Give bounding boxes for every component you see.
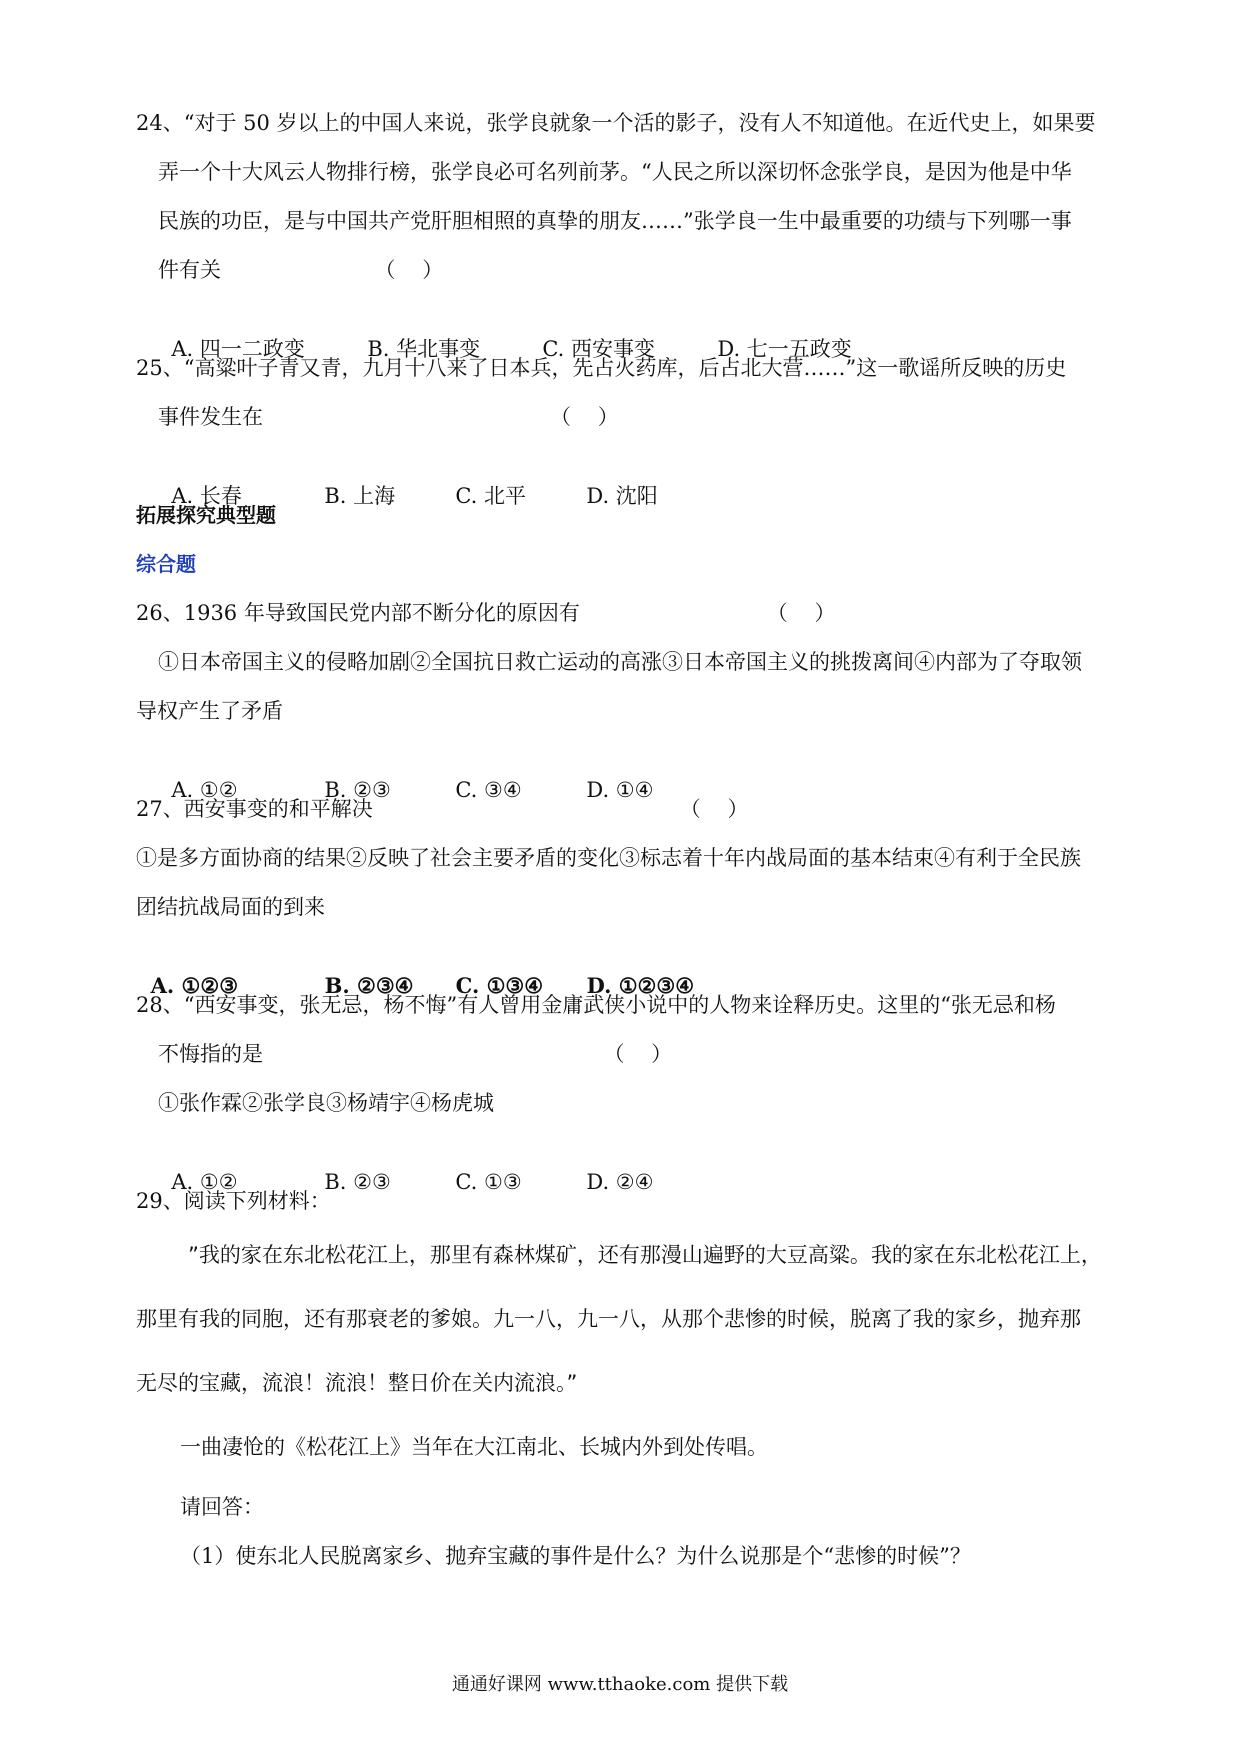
q29-line-1: 29、阅读下列材料： [136,1189,331,1213]
q27-option-d: D. ①②③④ [586,973,695,998]
q27-line-3: 团结抗战局面的到来 [136,895,325,919]
q27-line-2: ①是多方面协商的结果②反映了社会主要矛盾的变化③标志着十年内战局面的基本结束④有利于全民族 [136,846,1081,870]
q24-line-1: 24、“对于 50 岁以上的中国人来说，张学良就象一个活的影子，没有人不知道他。在近代史上，如果要 [136,111,1096,135]
q28-option-a: A. ①② [171,1170,238,1194]
q26-option-d: D. ①④ [586,778,654,802]
q27-option-a: A. ①②③ [150,973,239,998]
q28-line-2: 不悔指的是 （ ） [158,1042,673,1066]
q25-line-2: 事件发生在 （ ） [158,405,619,429]
q24-option-d: D. 七一五政变 [717,337,852,361]
q25-option-b: B. 上海 [324,484,396,508]
q29-material-line-2: 那里有我的同胞，还有那衰老的爹娘。九一八，九一八，从那个悲惨的时候，脱离了我的家乡，抛弃那 [136,1307,1081,1331]
q29-subquestion-1: （1）使东北人民脱离家乡、抛弃宝藏的事件是什么？为什么说那是个“悲惨的时候”？ [180,1544,971,1568]
q29-material-line-4: 一曲凄怆的《松花江上》当年在大江南北、长城内外到处传唱。 [180,1435,768,1459]
q28-line-1: 28、“西安事变，张无忌，杨不悔”有人曾用金庸武侠小说中的人物来诠释历史。这里的“张无忌和杨 [136,993,1056,1017]
q25-option-c: C. 北平 [455,484,527,508]
q29-material-line-3: 无尽的宝藏，流浪！流浪！整日价在关内流浪。” [136,1371,578,1395]
q24-option-a: A. 四一二政变 [171,337,305,361]
subsection-title: 综合题 [136,552,196,576]
q25-option-d: D. 沈阳 [586,484,658,508]
q28-option-d: D. ②④ [586,1170,654,1194]
q27-option-b: B. ②③④ [324,973,414,998]
section-title: 拓展探究典型题 [136,503,276,527]
q26-option-a: A. ①② [171,778,238,802]
q27-line-1: 27、西安事变的和平解决 （ ） [136,797,749,821]
q24-line-3: 民族的功臣，是与中国共产党肝胆相照的真挚的朋友……”张学良一生中最重要的功绩与下列哪一事 [158,209,1072,233]
q24-option-b: B. 华北事变 [367,337,481,361]
q26-option-c: C. ③④ [455,778,522,802]
q25-option-a: A. 长春 [171,484,242,508]
q26-line-2: ①日本帝国主义的侵略加剧②全国抗日救亡运动的高涨③日本帝国主义的挑拨离间④内部为了夺取领 [158,650,1082,674]
q28-option-c: C. ①③ [455,1170,522,1194]
q28-option-b: B. ②③ [324,1170,391,1194]
q24-option-c: C. 西安事变 [542,337,656,361]
q26-line-3: 导权产生了矛盾 [136,699,283,723]
q29-prompt: 请回答： [180,1495,264,1519]
q24-line-4: 件有关 （ ） [158,258,444,282]
q27-option-c: C. ①③④ [455,973,544,998]
q29-material-line-1: ”我的家在东北松花江上，那里有森林煤矿，还有那漫山遍野的大豆高粱。我的家在东北松花江上， [188,1243,1102,1267]
q26-line-1: 26、1936 年导致国民党内部不断分化的原因有 （ ） [136,601,836,625]
q26-option-b: B. ②③ [324,778,391,802]
q24-line-2: 弄一个十大风云人物排行榜，张学良必可名列前茅。“人民之所以深切怀念张学良，是因为他是中华 [158,160,1072,184]
q25-line-1: 25、“高粱叶子青又青，九月十八来了日本兵，先占火药库，后占北大营……”这一歌谣所反映的历史 [136,356,1067,380]
footer-credit: 通通好课网 www.tthaoke.com 提供下载 [451,1674,789,1695]
q28-line-3: ①张作霖②张学良③杨靖宇④杨虎城 [158,1091,494,1115]
